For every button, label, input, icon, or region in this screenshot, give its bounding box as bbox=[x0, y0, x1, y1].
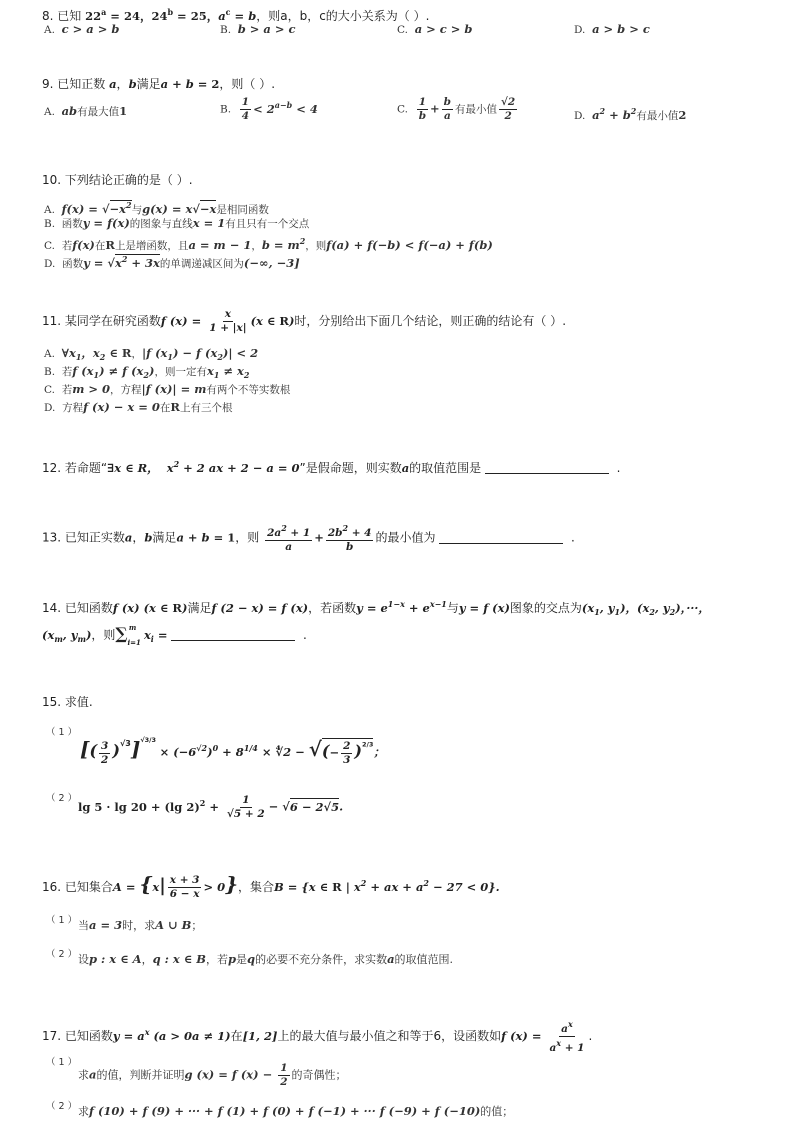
question-15: 15. 求值. bbox=[42, 695, 93, 709]
q10-option-a: A. $f(x) = √-x^2$与g(x) = x√−x是相同函数 bbox=[44, 200, 269, 216]
q11-option-c: C. 若m > 0，方程|f (x)| = m有两个不等实数根 bbox=[44, 382, 291, 396]
q8-option-a: A. c > a > b bbox=[44, 22, 120, 36]
q17-part-1-label: （ 1 ） bbox=[46, 1057, 78, 1068]
q16-part-2-label: （ 2 ） bbox=[46, 949, 78, 960]
q8-condition: $22^a = 24$，$24^b = 25$，$a^c = b$ bbox=[85, 7, 257, 23]
q9-option-a: A. ab有最大值1 bbox=[44, 104, 128, 118]
q15-part-2-expression: lg 5 · lg 20 + (lg 2)$^2$ + $\frac{1}{√5 + 2}$ − √6 − 2√5. bbox=[78, 794, 344, 820]
question-12: 12. 若命题“∃x ∈ R， $x^2 + 2$ ax + 2 − a = 0”是假命题，则实数a的取值范围是 . bbox=[42, 459, 621, 475]
q9-option-c: C. $\frac{1}{b}$ + $\frac{b}{a}$ 有最小值 $\frac{√2}{2}$ bbox=[397, 96, 516, 122]
q16-part-2: 设p : x ∈ A，q : x ∈ B，若p是q的必要不充分条件，求实数a的取值范围. bbox=[78, 952, 454, 966]
q10-option-b: B. 函数y = f(x)的图象与直线x = 1有且只有一个交点 bbox=[44, 216, 310, 230]
q17-part-1: 求a的值，判断并证明g (x) = f (x) − $\frac{1}{2}$ 的奇偶性； bbox=[78, 1062, 347, 1088]
q11-option-a: A. $\forall x_1$，$x_2$ ∈ R，|f $(x_1) - f$ $(x_2)| < 2$ bbox=[44, 346, 259, 362]
q8-option-b: B. b > a > c bbox=[220, 22, 296, 36]
question-9: 9. 已知正数 a，b满足a + b = 2，则（ ）. bbox=[42, 77, 276, 91]
q17-part-2-label: （ 2 ） bbox=[46, 1101, 78, 1112]
q17-part-2: 求f (10) + f (9) + ··· + f (1) + f (0) + f (−1) + ··· f (−9) + f (−10)的值； bbox=[78, 1104, 514, 1118]
question-17: 17. 已知函数$y = a^x$ (a > 0a ≠ 1)在[1, 2]上的最大值与最小值之和等于6，设函数如f (x) = $\frac{a^x}{a^x + 1}$ . bbox=[42, 1019, 593, 1054]
q15-part-2-label: （ 2 ） bbox=[46, 793, 78, 804]
q16-part-1-label: （ 1 ） bbox=[46, 915, 78, 926]
q8-option-d: D. a > b > c bbox=[574, 22, 650, 36]
question-16: 16. 已知集合A = {x| $\frac{x + 3}{6 - x}$ > 0}，集合B = {x ∈ R | $x^2$ + ax + $a^2 - 27 < 0$}. bbox=[42, 872, 500, 900]
q9-option-b: B. $\frac{1}{4}$ < $2^{a-b} < 4$ bbox=[220, 96, 318, 122]
q11-option-d: D. 方程f (x) − x = 0在R上有三个根 bbox=[44, 400, 233, 414]
question-14-line-2: ($x_m$, $y_m$)，则$\sum_{i=1}^m$ $x_i$ = . bbox=[42, 623, 307, 647]
q14-answer-blank[interactable] bbox=[171, 640, 295, 641]
q16-part-1: 当a = 3时，求A ∪ B； bbox=[78, 918, 203, 932]
question-13: 13. 已知正实数a，b满足a + b = 1，则 $\frac{2a^2 + 1}{a}$ + $\frac{2b^2 + 4}{b}$ 的最小值为 . bbox=[42, 523, 575, 553]
question-14: 14. 已知函数f (x) (x ∈ R)满足f (2 − x) = f (x)，若函数$y = e^{1-x} + e^{x-1}$与y = f (x)图象的交点为($x_1$, $y_1$)，($x_2$, $y_2$)，···， bbox=[42, 599, 710, 617]
question-10: 10. 下列结论正确的是（ ）. bbox=[42, 173, 193, 187]
question-11: 11. 某同学在研究函数f (x) = $\frac{x}{1 + |x|}$ (x ∈ R)时，分别给出下面几个结论，则正确的结论有（ ）. bbox=[42, 308, 567, 334]
q12-answer-blank[interactable] bbox=[485, 473, 609, 474]
question-8: 8. 已知 $22^a = 24$，$24^b = 25$，$a^c = b$，则a，b，c的大小关系为（ ）. bbox=[42, 7, 430, 23]
q9-option-d: D. $a^2 + b^2$有最小值2 bbox=[574, 106, 687, 122]
q15-part-1-label: （ 1 ） bbox=[46, 727, 78, 738]
q11-option-b: B. 若f $(x_1) \ne f$ $(x_2)$，则一定有$x_1 \ne x_2$ bbox=[44, 364, 250, 380]
q15-part-1-expression: [( $\frac{3}{2}$ )$^{√3}]^{√3/3} \times (-6^{√2})^0 + 8^{1/4}$ × ∜2 − √(− $\frac{2}{3}$ )$^{2/3}$； bbox=[80, 736, 385, 766]
q10-option-c: C. 若f(x)在R上是增函数，且a = m − 1，$b = m^2$，则f(a) + f(−b) < f(−a) + f(b) bbox=[44, 236, 493, 252]
q8-option-c: C. a > c > b bbox=[397, 22, 473, 36]
q10-option-d: D. 函数$y = √x^2 + 3x$的单调递减区间为(−∞, −3] bbox=[44, 254, 300, 270]
q13-answer-blank[interactable] bbox=[439, 543, 563, 544]
